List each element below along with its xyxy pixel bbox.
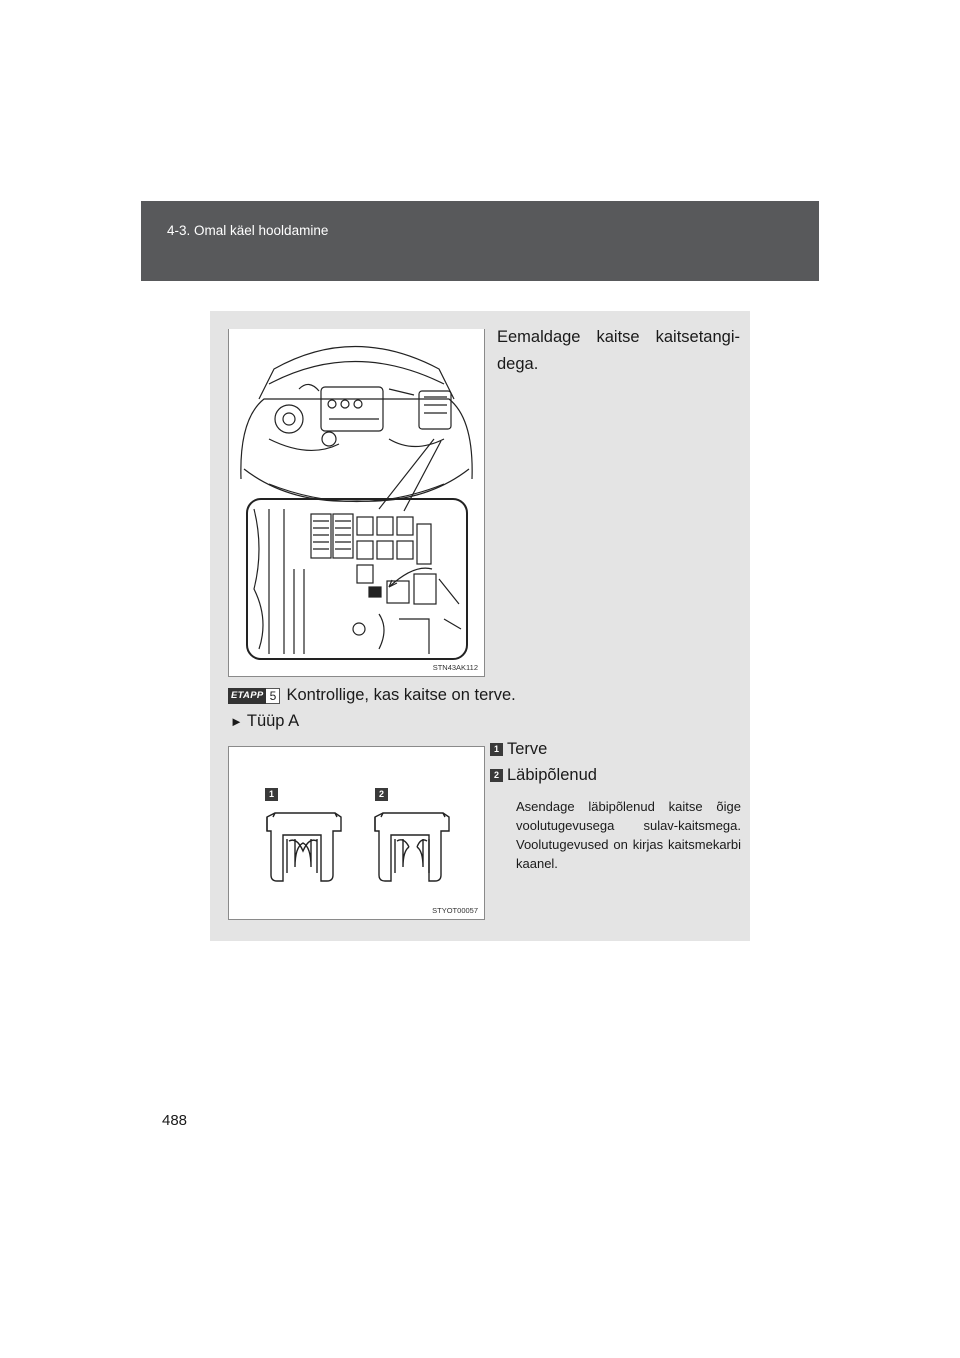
step-5-badge xyxy=(228,688,280,704)
legend-item-1 xyxy=(490,740,547,759)
triangle-bullet-icon: ► xyxy=(230,714,243,729)
legend-number: 2 xyxy=(490,769,503,782)
engine-bay-fuse-box-illustration-icon xyxy=(229,329,484,676)
legend-label: Läbipõlenud xyxy=(507,766,597,784)
replacement-note: Asendage läbipõlenud kaitse õige voolutugevusega sulav-kaitsmega. Voolutugevused on kirjas kaitsmekarbi kaanel. xyxy=(516,799,741,871)
figure-code: STN43AK112 xyxy=(432,663,478,672)
step-5-instruction: Kontrollige, kas kaitse on terve. xyxy=(286,686,516,704)
type-label: Tüüp A xyxy=(246,712,300,730)
legend-item-2 xyxy=(490,766,597,785)
page-number: 488 xyxy=(162,1112,188,1129)
engine-bay-figure xyxy=(228,329,485,677)
legend-number: 1 xyxy=(490,743,503,756)
fuse-comparison-illustration-icon xyxy=(229,747,484,919)
figure-code: STYOT00057 xyxy=(432,906,478,915)
section-title: 4-3. Omal käel hooldamine xyxy=(167,223,329,238)
figure-label-1: 1 xyxy=(265,788,278,801)
step-5-row xyxy=(228,686,516,705)
step-4-instruction: Eemaldage kaitse kaitsetangi-dega. xyxy=(497,328,740,373)
figure-label-2: 2 xyxy=(375,788,388,801)
fuse-comparison-figure xyxy=(228,746,485,920)
step-badge-number: 5 xyxy=(266,688,280,704)
step-badge-word: ETAPP xyxy=(228,688,266,704)
legend-label: Terve xyxy=(507,740,548,758)
section-header-bar xyxy=(141,201,819,281)
type-a-heading xyxy=(230,712,299,731)
